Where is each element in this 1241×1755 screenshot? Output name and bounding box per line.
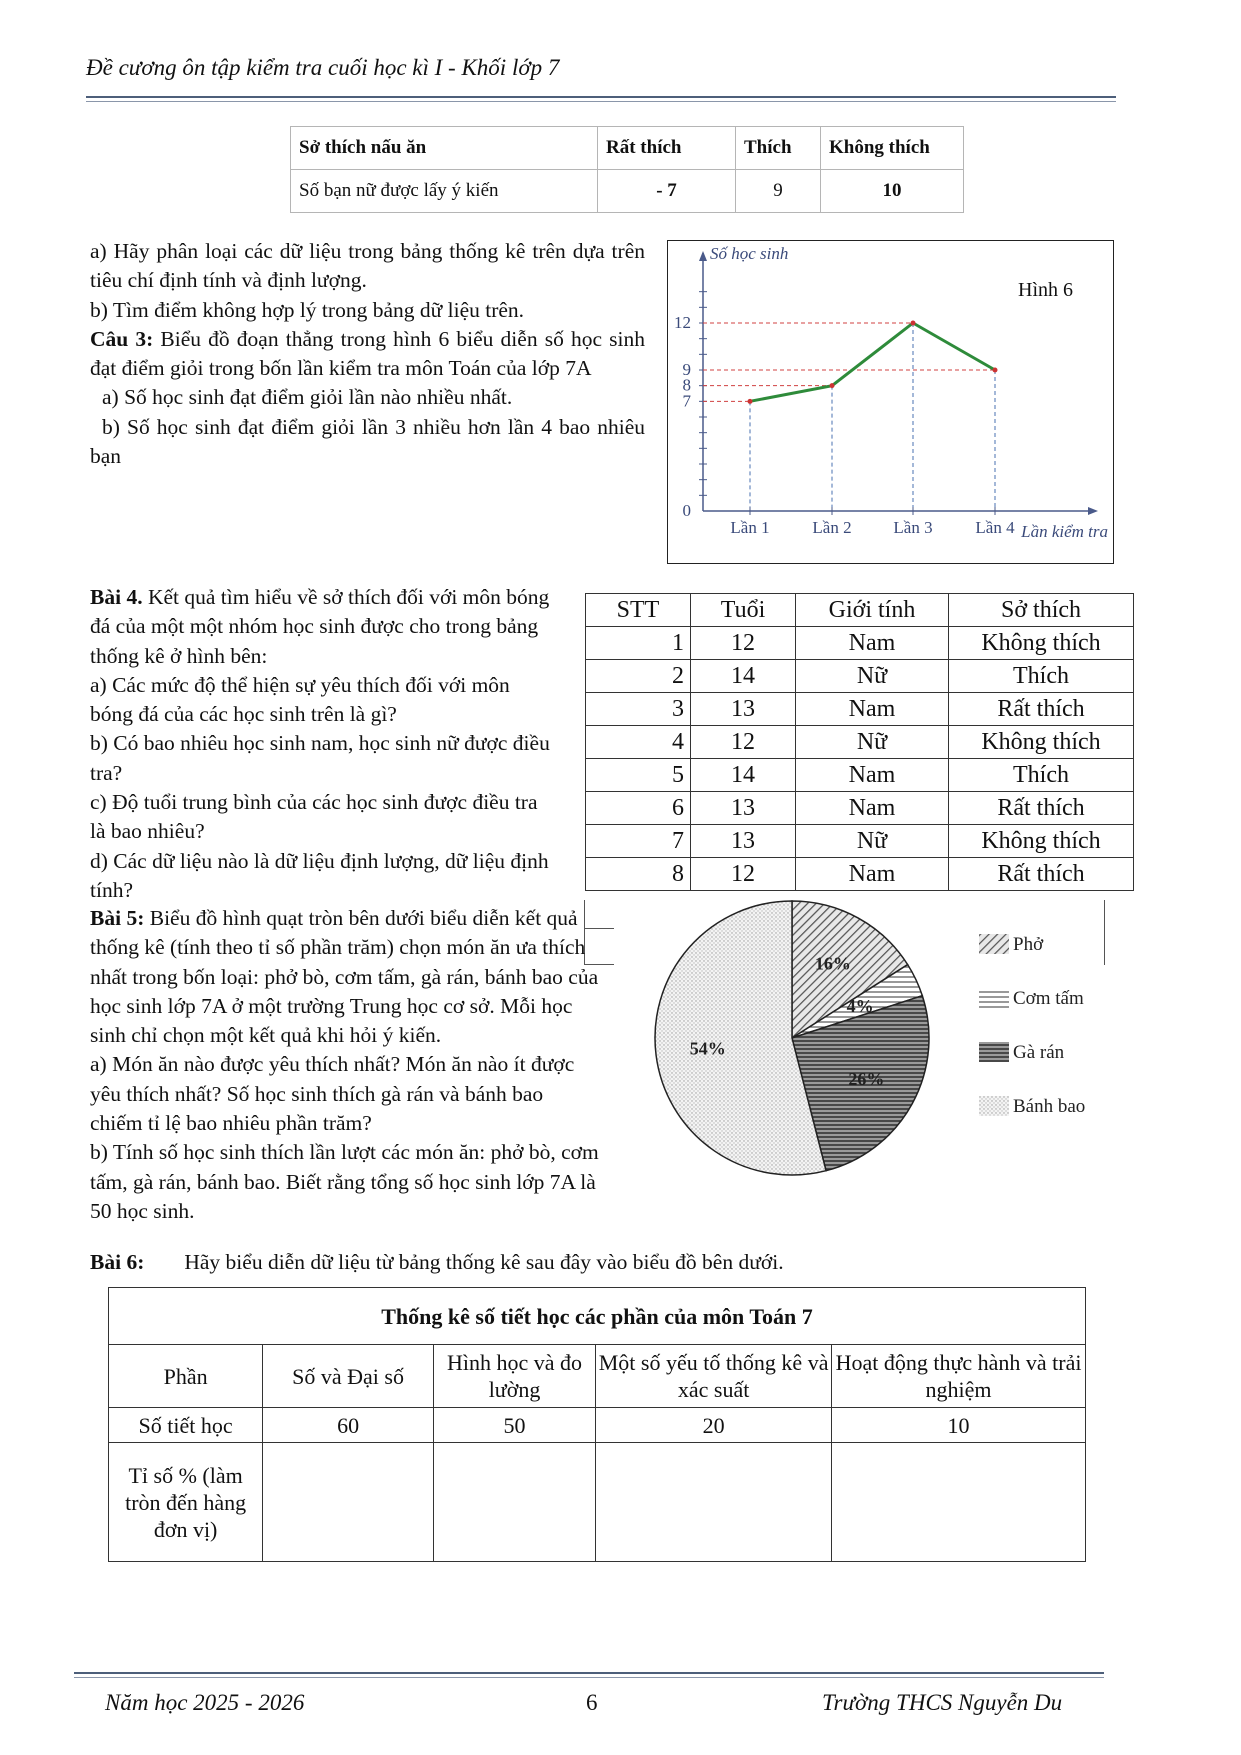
y-tick-label: 12 bbox=[674, 313, 691, 332]
table2-cell: 12 bbox=[691, 858, 796, 891]
table3-cell: 20 bbox=[596, 1408, 832, 1443]
table3-empty-cell[interactable] bbox=[433, 1443, 595, 1562]
table2-cell: Rất thích bbox=[949, 792, 1134, 825]
table1-cell: 10 bbox=[821, 170, 964, 213]
legend-label: Phở bbox=[1013, 934, 1044, 955]
table1-header: Rất thích bbox=[598, 127, 736, 170]
data-point bbox=[830, 383, 835, 388]
question-6 bbox=[90, 1248, 1090, 1277]
y-axis-label: Số học sinh bbox=[710, 244, 789, 263]
table1-header: Thích bbox=[736, 127, 821, 170]
footer-rule bbox=[74, 1672, 1104, 1674]
q4-intro bbox=[90, 583, 550, 671]
football-survey-table bbox=[585, 593, 1134, 891]
table2-header: Giới tính bbox=[796, 594, 949, 627]
table3-cell: 60 bbox=[263, 1408, 434, 1443]
table2-cell: Thích bbox=[949, 660, 1134, 693]
table3-empty-cell[interactable] bbox=[263, 1443, 434, 1562]
table2-cell: Rất thích bbox=[949, 693, 1134, 726]
table1-cell: - 7 bbox=[598, 170, 736, 213]
table2-cell: 8 bbox=[586, 858, 691, 891]
footer-year: Năm học 2025 - 2026 bbox=[105, 1690, 305, 1715]
q3-text: Biểu đồ đoạn thẳng trong hình 6 biểu diễn số học sinh đạt điểm giỏi trong bốn lần kiểm tra môn Toán của lớp 7A bbox=[90, 326, 645, 381]
legend-swatch bbox=[979, 1042, 1009, 1062]
q6-text: Hãy biểu diễn dữ liệu từ bảng thống kê sau đây vào biểu đồ bên dưới. bbox=[184, 1250, 784, 1274]
footer-rule-thin bbox=[74, 1677, 1104, 1678]
legend-swatch bbox=[979, 934, 1009, 954]
table2-cell: 13 bbox=[691, 825, 796, 858]
figure-caption: Hình 6 bbox=[1018, 279, 1073, 301]
table2-cell: 5 bbox=[586, 759, 691, 792]
table2-cell: Nữ bbox=[796, 660, 949, 693]
legend-swatch bbox=[979, 988, 1009, 1008]
table3-header: Một số yếu tố thống kê và xác suất bbox=[596, 1345, 832, 1408]
header-rule-thin bbox=[86, 101, 1116, 102]
footer-school: Trường THCS Nguyễn Du bbox=[822, 1690, 1063, 1715]
data-point bbox=[748, 399, 753, 404]
table2-cell: 7 bbox=[586, 825, 691, 858]
table2-header: STT bbox=[586, 594, 691, 627]
table2-cell: 14 bbox=[691, 660, 796, 693]
q2-b: b) Tìm điểm không hợp lý trong bảng dữ liệu trên. bbox=[90, 297, 525, 322]
table-row bbox=[586, 693, 1134, 726]
table3-title: Thống kê số tiết học các phần của môn Toán 7 bbox=[109, 1288, 1086, 1345]
table2-cell: 14 bbox=[691, 759, 796, 792]
x-tick-label: Lần 2 bbox=[812, 518, 852, 537]
table3-header: Hình học và đo lường bbox=[433, 1345, 595, 1408]
table2-cell: Thích bbox=[949, 759, 1134, 792]
table2-cell: 2 bbox=[586, 660, 691, 693]
table2-cell: 6 bbox=[586, 792, 691, 825]
table2-cell: 3 bbox=[586, 693, 691, 726]
table1-header: Không thích bbox=[821, 127, 964, 170]
data-point bbox=[993, 368, 998, 373]
q3-b: b) Số học sinh đạt điểm giỏi lần 3 nhiều hơn lần 4 bao nhiêu bạn bbox=[90, 414, 645, 469]
q5-label: Bài 5: bbox=[90, 906, 145, 930]
table3-empty-cell[interactable] bbox=[596, 1443, 832, 1562]
series-line bbox=[750, 323, 995, 401]
q4-d: d) Các dữ liệu nào là dữ liệu định lượng, dữ liệu định tính? bbox=[90, 848, 549, 902]
table2-cell: Nam bbox=[796, 627, 949, 660]
legend-label: Cơm tấm bbox=[1013, 988, 1084, 1009]
table2-cell: Nữ bbox=[796, 825, 949, 858]
table-row bbox=[586, 825, 1134, 858]
question-block-5 bbox=[90, 904, 600, 1226]
y-tick-label: 0 bbox=[682, 501, 691, 520]
table2-cell: Nam bbox=[796, 858, 949, 891]
table1-header: Sở thích nấu ăn bbox=[291, 127, 598, 170]
table3-cell: 50 bbox=[433, 1408, 595, 1443]
pie-value-label: 16% bbox=[814, 953, 851, 974]
line-chart-frame bbox=[667, 240, 1114, 564]
table-row bbox=[586, 627, 1134, 660]
line-chart bbox=[668, 241, 1113, 563]
q5-text: Biểu đồ hình quạt tròn bên dưới biểu diễn kết quả thống kê (tính theo tỉ số phần trăm) chọn món ăn ưa thích nhất trong bốn loại: phở bò, cơm tấm, gà rán, bánh bao của học sinh lớp 7A ở một trường Trung học cơ sở. Mỗi học sinh chỉ chọn một kết quả khi hỏi ý kiến. bbox=[90, 906, 599, 1048]
table1-cell: Số bạn nữ được lấy ý kiến bbox=[291, 170, 598, 213]
x-tick-label: Lần 4 bbox=[975, 518, 1015, 537]
page-header: Đề cương ôn tập kiểm tra cuối học kì I - Khối lớp 7 bbox=[86, 55, 560, 80]
table3-empty-cell[interactable] bbox=[832, 1443, 1086, 1562]
q4-text: Kết quả tìm hiểu về sở thích đối với môn bóng đá của một một nhóm học sinh được cho trong bảng thống kê ở hình bên: bbox=[90, 585, 550, 668]
legend-label: Bánh bao bbox=[1013, 1096, 1086, 1117]
table3-cell: 10 bbox=[832, 1408, 1086, 1443]
legend-label: Gà rán bbox=[1013, 1042, 1065, 1063]
page-number: 6 bbox=[586, 1690, 598, 1715]
x-tick-label: Lần 3 bbox=[893, 518, 933, 537]
table-row bbox=[586, 759, 1134, 792]
table2-cell: Rất thích bbox=[949, 858, 1134, 891]
table2-cell: Nam bbox=[796, 792, 949, 825]
table2-header: Tuổi bbox=[691, 594, 796, 627]
y-axis-arrow bbox=[699, 251, 707, 261]
q5-a: a) Món ăn nào được yêu thích nhất? Món ăn nào ít được yêu thích nhất? Số học sinh thích gà rán và bánh bao chiếm tỉ lệ bao nhiêu phần trăm? bbox=[90, 1052, 575, 1136]
pie-value-label: 54% bbox=[689, 1038, 726, 1059]
table2-cell: 4 bbox=[586, 726, 691, 759]
table1-cell: 9 bbox=[736, 170, 821, 213]
q5-intro bbox=[90, 904, 600, 1050]
table2-cell: 13 bbox=[691, 693, 796, 726]
table2-cell: 12 bbox=[691, 627, 796, 660]
x-axis-arrow bbox=[1088, 507, 1098, 515]
cooking-preference-table bbox=[290, 126, 964, 213]
table-row bbox=[586, 660, 1134, 693]
x-axis-label: Lần kiểm tra bbox=[1021, 522, 1108, 541]
table2-cell: Không thích bbox=[949, 627, 1134, 660]
table3-row-label: Tỉ số % (làm tròn đến hàng đơn vị) bbox=[109, 1443, 263, 1562]
q6-label: Bài 6: bbox=[90, 1250, 145, 1274]
table2-cell: 13 bbox=[691, 792, 796, 825]
q5-b: b) Tính số học sinh thích lần lượt các món ăn: phở bò, cơm tấm, gà rán, bánh bao. Biết rằng tổng số học sinh lớp 7A là 50 học sinh. bbox=[90, 1140, 599, 1223]
table-row bbox=[586, 858, 1134, 891]
q2-a: a) Hãy phân loại các dữ liệu trong bảng thống kê trên dựa trên tiêu chí định tính và định lượng. bbox=[90, 239, 645, 293]
table3-header: Phần bbox=[109, 1345, 263, 1408]
table2-cell: 12 bbox=[691, 726, 796, 759]
table2-cell: Không thích bbox=[949, 825, 1134, 858]
q4-a: a) Các mức độ thể hiện sự yêu thích đối với môn bóng đá của các học sinh trên là gì? bbox=[90, 672, 510, 727]
legend-swatch bbox=[979, 1096, 1009, 1116]
x-tick-label: Lần 1 bbox=[730, 518, 770, 537]
q3-a: a) Số học sinh đạt điểm giỏi lần nào nhiều nhất. bbox=[102, 385, 513, 410]
table2-cell: Nam bbox=[796, 693, 949, 726]
q3-intro bbox=[90, 325, 645, 384]
q4-c: c) Độ tuổi trung bình của các học sinh được điều tra là bao nhiêu? bbox=[90, 790, 538, 844]
table2-header: Sở thích bbox=[949, 594, 1134, 627]
table2-cell: Nữ bbox=[796, 726, 949, 759]
q4-b: b) Có bao nhiêu học sinh nam, học sinh nữ được điều tra? bbox=[90, 731, 550, 785]
math-periods-table bbox=[108, 1287, 1086, 1562]
pie-value-label: 4% bbox=[846, 995, 874, 1016]
q3-label: Câu 3: bbox=[90, 326, 154, 351]
table3-header: Hoạt động thực hành và trải nghiệm bbox=[832, 1345, 1086, 1408]
question-block-4 bbox=[90, 583, 550, 905]
pie-chart bbox=[615, 900, 1115, 1200]
table2-cell: Nam bbox=[796, 759, 949, 792]
table2-cell: Không thích bbox=[949, 726, 1134, 759]
header-rule bbox=[86, 96, 1116, 98]
table3-cell: Số tiết học bbox=[109, 1408, 263, 1443]
pie-value-label: 26% bbox=[848, 1068, 885, 1089]
question-block-2-3 bbox=[90, 237, 645, 471]
table3-header: Số và Đại số bbox=[263, 1345, 434, 1408]
y-tick-label: 7 bbox=[682, 391, 691, 411]
table2-cell: 1 bbox=[586, 627, 691, 660]
table-row bbox=[586, 726, 1134, 759]
y-tick-label: 9 bbox=[682, 360, 691, 379]
y-tick-label: 8 bbox=[682, 375, 691, 395]
q4-label: Bài 4. bbox=[90, 585, 143, 609]
table-row bbox=[586, 792, 1134, 825]
data-point bbox=[911, 321, 916, 326]
